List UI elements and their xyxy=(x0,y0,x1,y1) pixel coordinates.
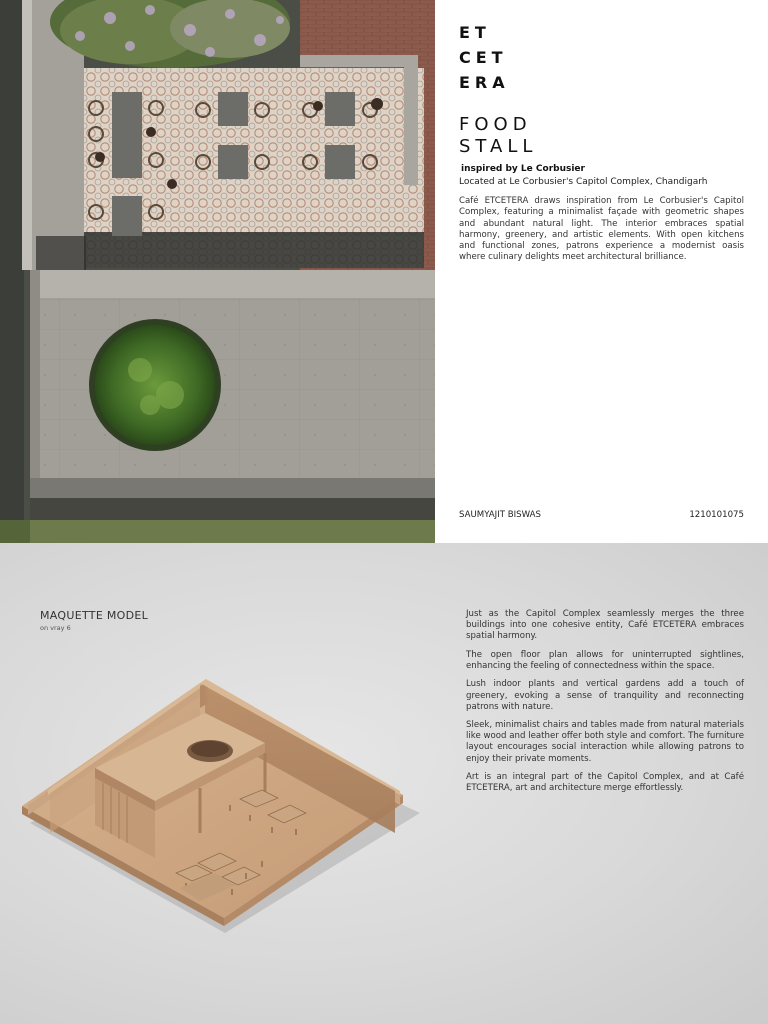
brand-logo xyxy=(459,20,510,95)
logo-line: ERA xyxy=(459,73,510,92)
location-text: Located at Le Corbusier's Capitol Complex, Chandigarh xyxy=(459,177,708,187)
maquette-model-image xyxy=(0,543,460,1024)
maquette-description xyxy=(466,609,744,802)
title-line: FOOD xyxy=(459,114,532,135)
project-subtitle: inspired by Le Corbusier xyxy=(461,164,585,174)
logo-line: CET xyxy=(459,48,508,67)
maquette-title: MAQUETTE MODEL xyxy=(40,609,149,622)
bottom-panel xyxy=(0,543,768,1024)
description-paragraph: Sleek, minimalist chairs and tables made from natural materials like wood and leather offer both style and comfort. The furniture layout encourages social interaction while allowing patrons to enjoy their private moments. xyxy=(466,720,744,764)
description-paragraph: Lush indoor plants and vertical gardens add a touch of greenery, evoking a sense of tranquility and reconnecting patrons with nature. xyxy=(466,679,744,712)
author-name: SAUMYAJIT BISWAS xyxy=(459,510,541,520)
aerial-render-image xyxy=(0,0,435,543)
logo-line: ET xyxy=(459,23,491,42)
description-paragraph: Art is an integral part of the Capitol Complex, and at Café ETCETERA, art and architecture merge effortlessly. xyxy=(466,772,744,794)
title-line-with-subtitle xyxy=(459,136,585,180)
title-line: STALL xyxy=(459,136,538,157)
maquette-subtitle: on vray 6 xyxy=(40,624,71,632)
student-id: 1210101075 xyxy=(689,510,744,520)
description-paragraph: The open floor plan allows for uninterrupted sightlines, enhancing the feeling of connectedness within the space. xyxy=(466,649,744,671)
info-column xyxy=(459,0,744,543)
description-paragraph: Just as the Capitol Complex seamlessly merges the three buildings into one cohesive entity, Café ETCETERA embraces spatial harmony. xyxy=(466,609,744,642)
project-title xyxy=(459,114,585,180)
aerial-render-svg xyxy=(0,0,435,543)
project-description: Café ETCETERA draws inspiration from Le Corbusier's Capitol Complex, featuring a minimalist façade with geometric shapes and abundant natural light. The interior embraces spatial harmony, greenery, and artistic elements. With open kitchens and functional zones, patrons experience a modernist oasis where culinary delights meet architectural brilliance. xyxy=(459,196,744,263)
